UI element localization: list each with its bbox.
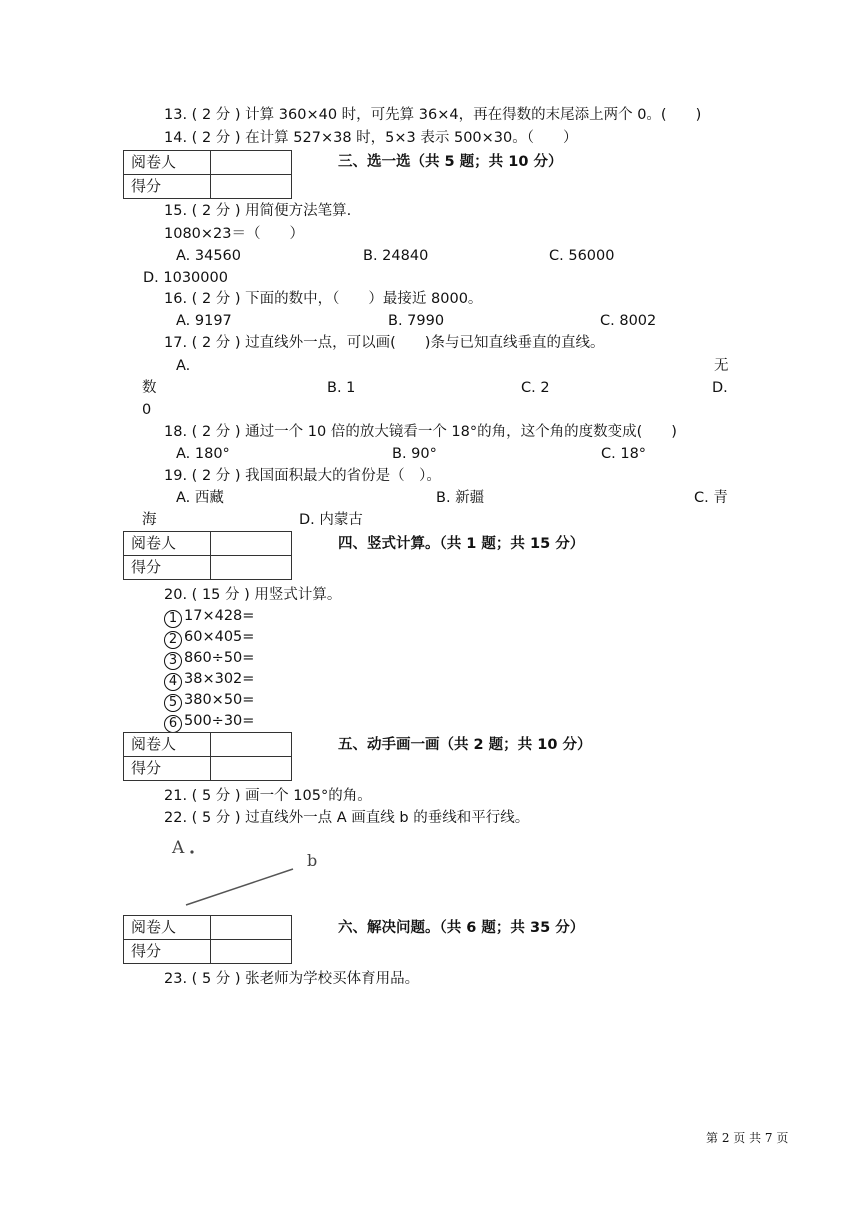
grader-label: 阅卷人: [124, 916, 211, 940]
score-label: 得分: [124, 757, 211, 781]
circled-number: 1: [164, 610, 182, 628]
question-number: 23.: [164, 971, 188, 987]
question-score: ( 2 分 ): [191, 291, 241, 307]
calc-expression: 380×50=: [184, 692, 255, 708]
calc-item: [164, 711, 254, 733]
score-label: 得分: [124, 940, 211, 964]
question-score: ( 15 分 ): [191, 587, 250, 603]
question-21: [164, 786, 372, 806]
section-title: 六、解决问题。（共 6 题；共 35 分）: [338, 920, 585, 936]
question-number: 19.: [164, 468, 188, 484]
score-label: 得分: [124, 556, 211, 580]
score-field[interactable]: [211, 175, 292, 199]
option-a[interactable]: A. 180°: [176, 446, 230, 462]
grader-score-table: [123, 150, 292, 199]
score-field[interactable]: [211, 940, 292, 964]
question-score: ( 2 分 ): [191, 203, 241, 219]
option-c[interactable]: C. 青: [694, 490, 728, 506]
point-a-label: A: [172, 838, 185, 858]
point-line-figure: [160, 830, 340, 912]
question-20: [164, 585, 341, 605]
grader-field[interactable]: [211, 532, 292, 556]
score-field[interactable]: [211, 757, 292, 781]
option-c[interactable]: C. 18°: [601, 446, 647, 462]
calc-item: [164, 648, 254, 670]
option-b[interactable]: B. 90°: [392, 446, 437, 462]
option-a[interactable]: A. 9197: [176, 313, 232, 329]
calc-item: [164, 627, 254, 649]
line-b-label: b: [307, 851, 318, 870]
line-b: [186, 869, 293, 905]
question-number: 22.: [164, 810, 188, 826]
circled-number: 2: [164, 631, 182, 649]
question-number: 14.: [164, 130, 188, 146]
question-text: 用简便方法笔算.: [245, 203, 352, 219]
question-18: [164, 422, 677, 442]
question-text: 下面的数中，（ ）最接近 8000。: [245, 291, 483, 307]
question-number: 17.: [164, 335, 188, 351]
question-14: [164, 128, 578, 148]
option-a-text-part1: 无: [714, 358, 729, 374]
question-number: 16.: [164, 291, 188, 307]
calc-item: [164, 690, 254, 712]
grader-score-table: [123, 531, 292, 580]
calc-item: [164, 606, 254, 628]
circled-number: 5: [164, 694, 182, 712]
question-score: ( 2 分 ): [191, 335, 241, 351]
question-19: [164, 466, 441, 486]
question-text: 我国面积最大的省份是（ ）。: [245, 468, 441, 484]
option-a[interactable]: A. 西藏: [176, 490, 224, 506]
question-text: 画一个 105°的角。: [245, 788, 372, 804]
option-c[interactable]: C. 2: [521, 380, 550, 396]
question-score: ( 2 分 ): [191, 424, 241, 440]
option-c[interactable]: C. 8002: [600, 313, 657, 329]
option-b[interactable]: B. 24840: [363, 248, 429, 264]
option-c[interactable]: C. 56000: [549, 248, 615, 264]
question-score: ( 2 分 ): [191, 107, 241, 123]
grader-field[interactable]: [211, 151, 292, 175]
calc-expression: 500÷30=: [184, 713, 255, 729]
point-a-dot: [190, 850, 193, 853]
grader-score-table: [123, 732, 292, 781]
question-score: ( 2 分 ): [191, 468, 241, 484]
circled-number: 4: [164, 673, 182, 691]
option-d-letter[interactable]: D.: [712, 380, 728, 396]
question-score: ( 5 分 ): [191, 971, 241, 987]
option-a-letter[interactable]: A.: [176, 358, 191, 374]
option-b[interactable]: B. 1: [327, 380, 356, 396]
question-text: 通过一个 10 倍的放大镜看一个 18°的角，这个角的度数变成( ): [245, 424, 677, 440]
calc-expression: 17×428=: [184, 608, 255, 624]
question-22: [164, 808, 529, 828]
option-a[interactable]: A. 34560: [176, 248, 242, 264]
question-number: 18.: [164, 424, 188, 440]
grader-label: 阅卷人: [124, 733, 211, 757]
circled-number: 6: [164, 715, 182, 733]
question-score: ( 5 分 ): [191, 788, 241, 804]
calc-expression: 38×302=: [184, 671, 255, 687]
question-number: 13.: [164, 107, 188, 123]
option-d-value: 0: [142, 402, 152, 418]
grader-field[interactable]: [211, 733, 292, 757]
question-text: 过直线外一点 A 画直线 b 的垂线和平行线。: [245, 810, 530, 826]
question-16: [164, 289, 482, 309]
question-text: 张老师为学校买体育用品。: [245, 971, 420, 987]
option-d[interactable]: D. 内蒙古: [299, 512, 363, 528]
circled-number: 3: [164, 652, 182, 670]
question-text: 在计算 527×38 时，5×3 表示 500×30。（ ）: [245, 130, 578, 146]
question-17: [164, 333, 604, 353]
question-number: 15.: [164, 203, 188, 219]
question-number: 21.: [164, 788, 188, 804]
question-score: ( 5 分 ): [191, 810, 241, 826]
question-23: [164, 969, 419, 989]
option-b[interactable]: B. 新疆: [436, 490, 485, 506]
option-c-continued: 海: [142, 512, 157, 528]
question-text: 过直线外一点，可以画( )条与已知直线垂直的直线。: [245, 335, 605, 351]
grader-field[interactable]: [211, 916, 292, 940]
expression: 1080×23＝（ ）: [164, 226, 305, 242]
section-title: 四、竖式计算。（共 1 题；共 15 分）: [338, 536, 585, 552]
question-15: [164, 201, 351, 221]
grader-score-table: [123, 915, 292, 964]
option-b[interactable]: B. 7990: [388, 313, 445, 329]
calc-expression: 60×405=: [184, 629, 255, 645]
score-label: 得分: [124, 175, 211, 199]
question-score: ( 2 分 ): [191, 130, 241, 146]
section-title: 五、动手画一画（共 2 题；共 10 分）: [338, 737, 592, 753]
option-d[interactable]: D. 1030000: [143, 270, 228, 286]
section-title: 三、选一选（共 5 题；共 10 分）: [338, 154, 563, 170]
question-text: 计算 360×40 时，可先算 36×4，再在得数的末尾添上两个 0。( ): [245, 107, 702, 123]
question-number: 20.: [164, 587, 188, 603]
question-13: [164, 105, 701, 125]
grader-label: 阅卷人: [124, 532, 211, 556]
calc-item: [164, 669, 254, 691]
score-field[interactable]: [211, 556, 292, 580]
calc-expression: 860÷50=: [184, 650, 255, 666]
grader-label: 阅卷人: [124, 151, 211, 175]
page-number: 第 2 页 共 7 页: [706, 1131, 789, 1145]
question-text: 用竖式计算。: [254, 587, 342, 603]
option-a-text-part2: 数: [142, 380, 157, 396]
